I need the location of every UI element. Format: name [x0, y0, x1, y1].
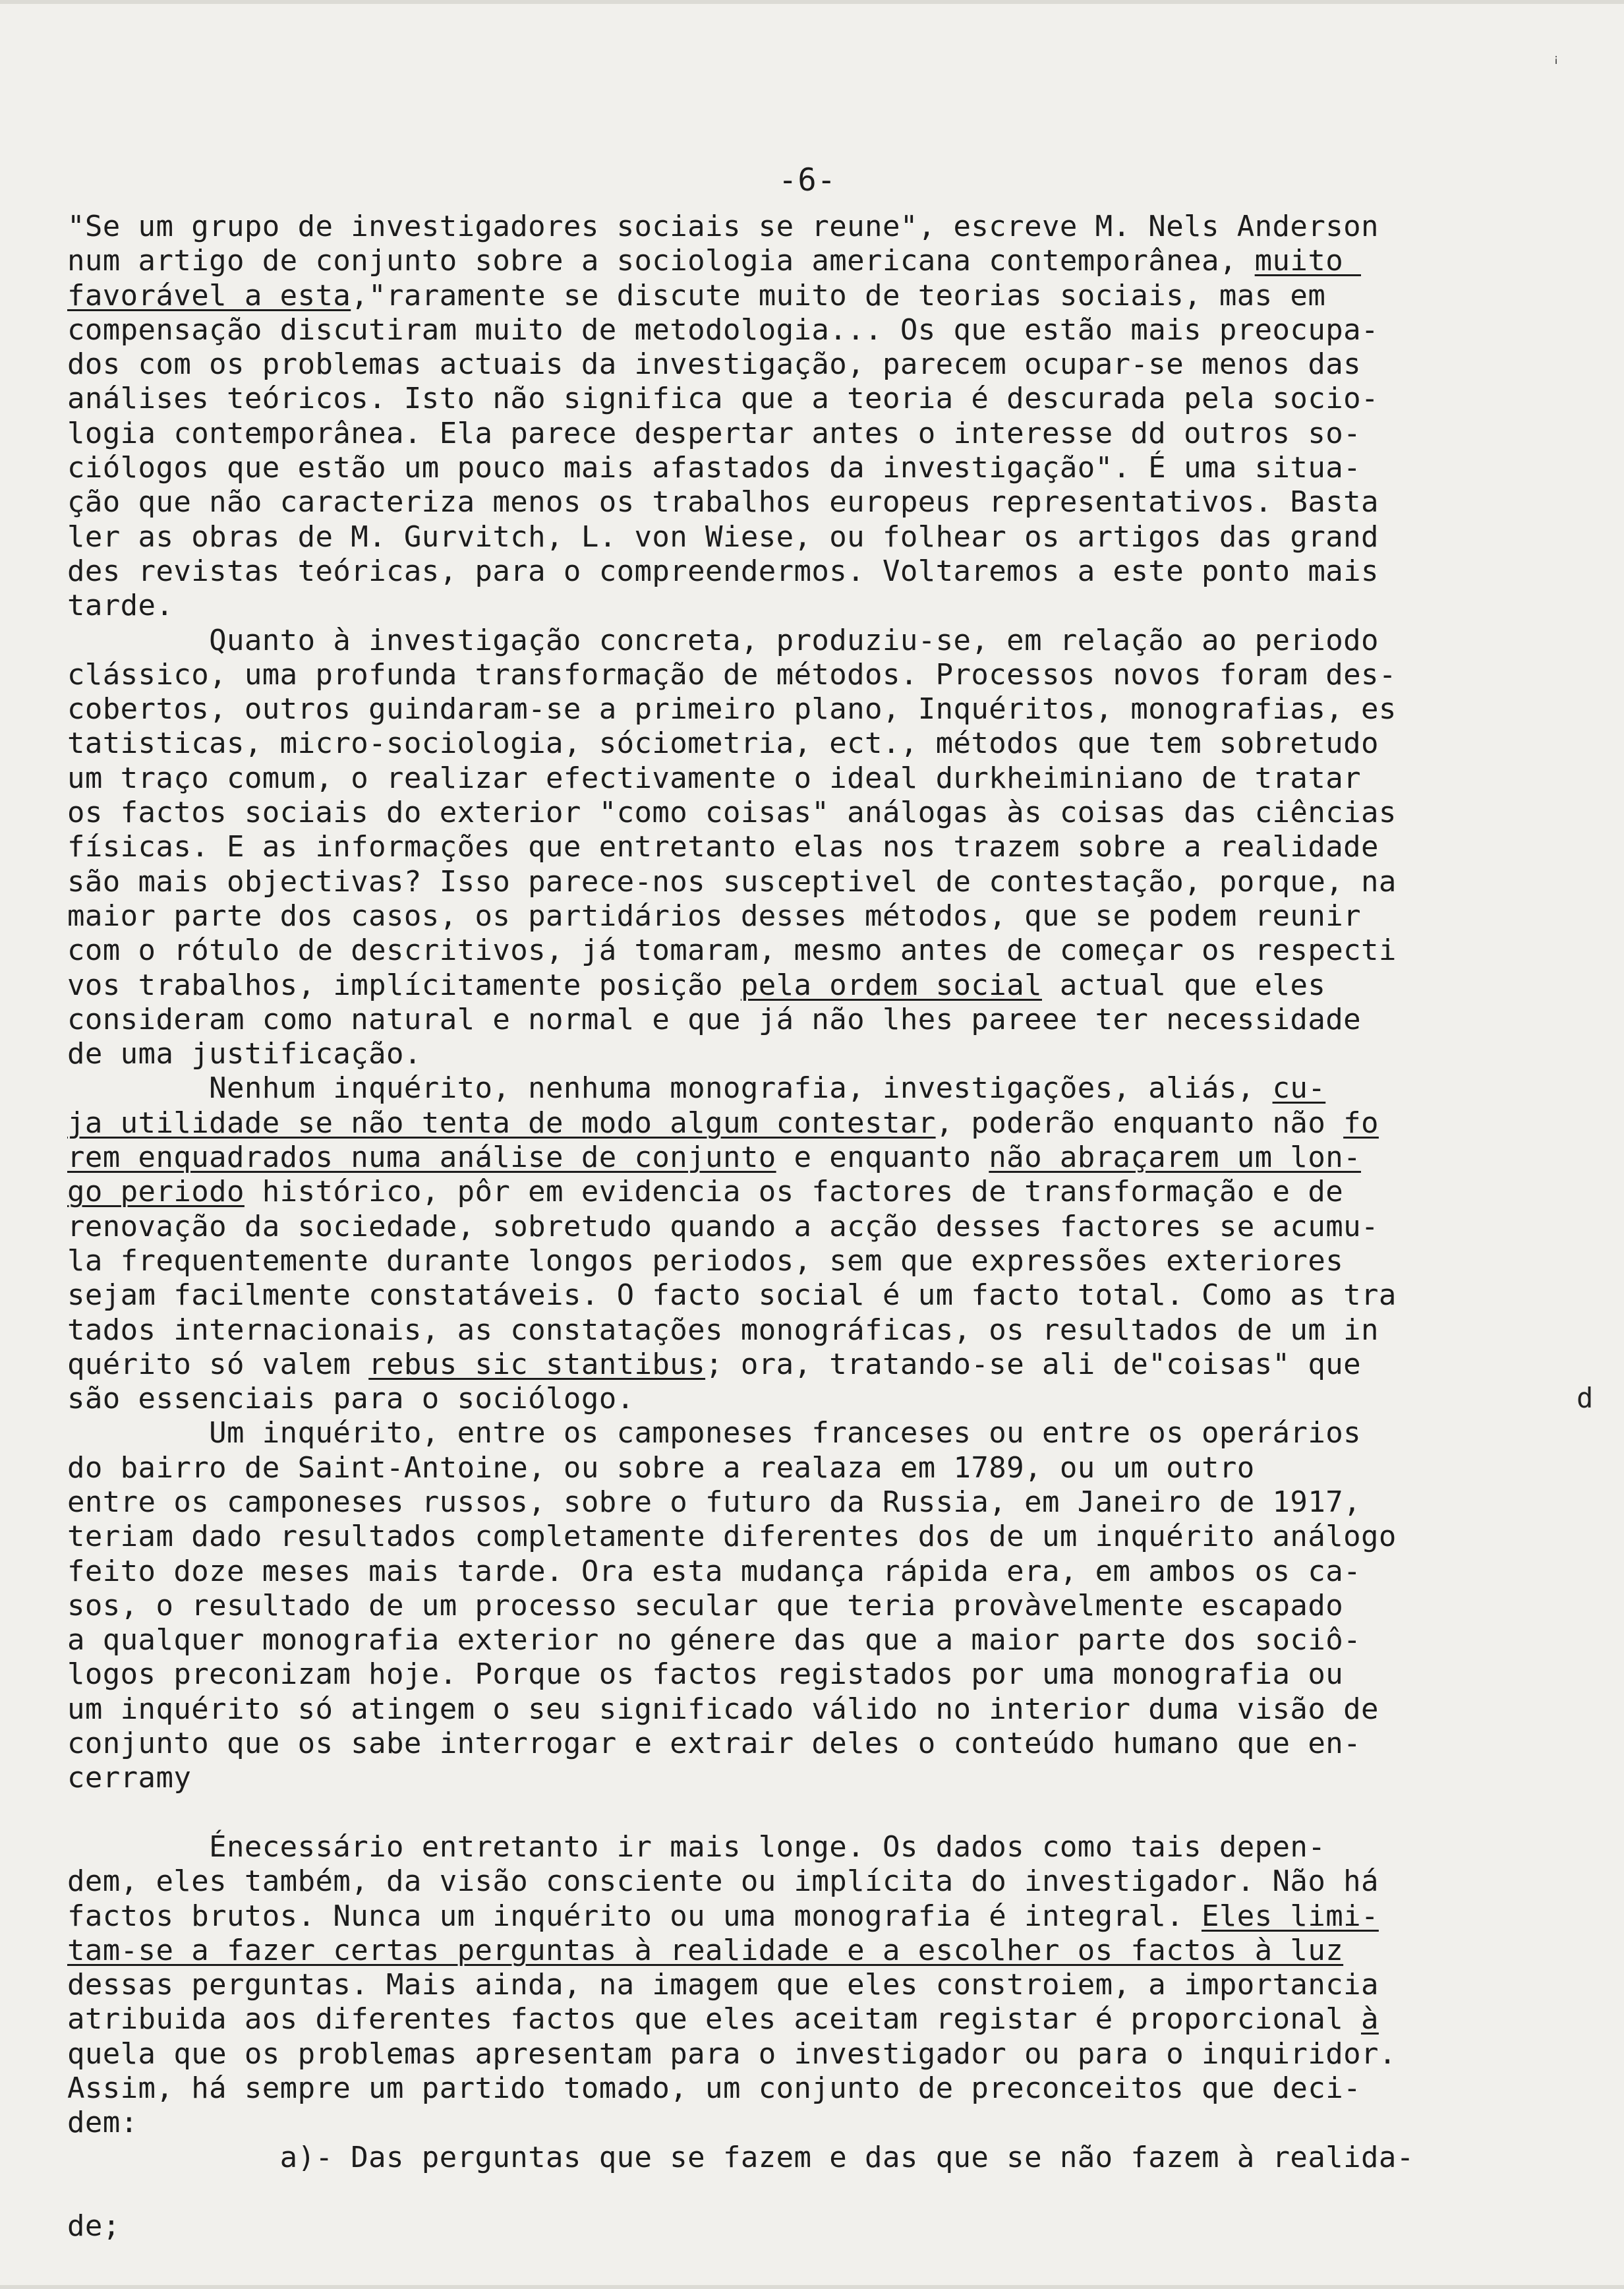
line-text: sos, o resultado de um processo secular que teria provàvelmente escapado	[67, 1588, 1344, 1622]
text-line	[67, 1864, 1583, 1899]
underlined-text: rem enquadrados numa análise de conjunto	[67, 1141, 776, 1175]
line-text: dem:	[67, 2106, 138, 2140]
underlined-text: rebus sic stantibus	[368, 1347, 706, 1381]
text-line	[67, 1416, 1583, 1450]
text-line	[67, 624, 1583, 658]
text-line	[67, 1934, 1583, 1968]
line-text: Énecessário entretanto ir mais longe. Os dados como tais depen-	[67, 1829, 1326, 1864]
text-line	[67, 554, 1583, 589]
text-line	[67, 485, 1583, 520]
text-line	[67, 1382, 1583, 1416]
line-text: logia contemporânea. Ela parece despertar antes o interesse dd outros so-	[67, 416, 1361, 450]
line-text: quérito só valem	[67, 1347, 369, 1381]
underlined-text: go periodo	[67, 1175, 245, 1209]
line-text: análises teóricos. Isto não significa que a teoria é descurada pela socio-	[67, 382, 1379, 416]
text-line	[67, 1313, 1583, 1348]
text-line	[67, 1692, 1583, 1727]
text-line	[67, 692, 1583, 727]
line-text: la frequentemente durante longos periodos, sem que expressões exteriores	[67, 1243, 1344, 1278]
text-line	[67, 2175, 1583, 2209]
text-line	[67, 865, 1583, 899]
underlined-text: muito	[1254, 244, 1361, 278]
line-text: quela que os problemas apresentam para o investigador ou para o inquiridor.	[67, 2036, 1397, 2071]
line-text: cerramy	[67, 1761, 192, 1795]
text-line	[67, 1485, 1583, 1520]
line-text: tados internacionais, as constatações monográficas, os resultados de um in	[67, 1313, 1379, 1347]
line-text: renovação da sociedade, sobretudo quando a acção desses factores se acumu-	[67, 1209, 1379, 1243]
text-line	[67, 520, 1583, 554]
text-line	[67, 2002, 1583, 2036]
text-line	[67, 934, 1583, 968]
line-text: num artigo de conjunto sobre a sociologia americana contemporânea,	[67, 244, 1255, 278]
line-text: e enquanto	[776, 1141, 989, 1175]
text-line	[67, 1348, 1583, 1382]
text-line	[67, 1830, 1583, 1864]
underlined-text: à	[1361, 2002, 1379, 2036]
body-text	[67, 210, 1583, 2244]
line-text: vos trabalhos, implícitamente posição	[67, 968, 741, 1002]
scan-bottom-edge	[0, 2285, 1624, 2289]
text-line	[67, 1037, 1583, 1071]
line-text: atribuida aos diferentes factos que eles aceitam registar é proporcional	[67, 2002, 1361, 2036]
text-line	[67, 347, 1583, 382]
text-line	[67, 1520, 1583, 1554]
line-text: feito doze meses mais tarde. Ora esta mudança rápida era, em ambos os ca-	[67, 1554, 1361, 1588]
line-text: sejam facilmente constatáveis. O facto social é um facto total. Como as tra	[67, 1278, 1397, 1313]
line-text: actual que eles	[1041, 968, 1326, 1002]
line-text: dessas perguntas. Mais ainda, na imagem que eles constroiem, a importancia	[67, 1968, 1379, 2002]
line-text: des revistas teóricas, para o compreendermos. Voltaremos a este ponto mais	[67, 554, 1379, 588]
underlined-text: tam-se a fazer certas perguntas à realidade e a escolher os factos à luz	[67, 1933, 1344, 1967]
line-text: tarde.	[67, 589, 174, 623]
line-text: cobertos, outros guindaram-se a primeiro plano, Inquéritos, monografias, es	[67, 692, 1397, 727]
text-line	[67, 2209, 1583, 2244]
text-line	[67, 1210, 1583, 1244]
line-text: Nenhum inquérito, nenhuma monografia, investigações, aliás,	[67, 1071, 1273, 1106]
text-line	[67, 1003, 1583, 1037]
line-text: Quanto à investigação concreta, produziu-se, em relação ao periodo	[67, 623, 1379, 657]
line-text: compensação discutiram muito de metodologia... Os que estão mais preocupa-	[67, 312, 1379, 347]
line-text: consideram como natural e normal e que já não lhes pareee ter necessidade	[67, 1002, 1361, 1036]
text-line	[67, 1657, 1583, 1692]
line-text: um inquérito só atingem o seu significado válido no interior duma visão de	[67, 1692, 1379, 1726]
text-line	[67, 2037, 1583, 2071]
text-line	[67, 1278, 1583, 1313]
text-line	[67, 313, 1583, 347]
text-line	[67, 727, 1583, 761]
scan-top-edge	[0, 0, 1624, 4]
underlined-text: cu-	[1272, 1071, 1326, 1106]
text-line	[67, 279, 1583, 313]
line-text: conjunto que os sabe interrogar e extrair deles o conteúdo humano que en-	[67, 1727, 1361, 1761]
text-line	[67, 210, 1583, 244]
text-line	[67, 761, 1583, 796]
text-line	[67, 1071, 1583, 1106]
text-line	[67, 968, 1583, 1003]
line-text: teriam dado resultados completamente diferentes dos de um inquérito análogo	[67, 1520, 1397, 1554]
underlined-text: pela ordem social	[740, 968, 1042, 1002]
text-line	[67, 1623, 1583, 1657]
line-text: físicas. E as informações que entretanto elas nos trazem sobre a realidade	[67, 830, 1379, 864]
text-line	[67, 2141, 1583, 2175]
line-text: maior parte dos casos, os partidários desses métodos, que se podem reunir	[67, 899, 1361, 933]
line-text: com o rótulo de descritivos, já tomaram, mesmo antes de começar os respecti	[67, 934, 1397, 968]
line-text: Assim, há sempre um partido tomado, um conjunto de preconceitos que deci-	[67, 2071, 1361, 2106]
text-line	[67, 1106, 1583, 1141]
line-text: Um inquérito, entre os camponeses franceses ou entre os operários	[67, 1416, 1361, 1450]
line-text: a)- Das perguntas que se fazem e das que se não fazem à realida-	[67, 2140, 1414, 2174]
text-line	[67, 1589, 1583, 1623]
line-text: histórico, pôr em evidencia os factores de transformação e de	[244, 1175, 1344, 1209]
line-text: entre os camponeses russos, sobre o futuro da Russia, em Janeiro de 1917,	[67, 1485, 1361, 1519]
text-line	[67, 1175, 1583, 1209]
underlined-text: fo	[1343, 1106, 1379, 1140]
underlined-text: Eles limi-	[1201, 1899, 1379, 1933]
line-text: tatisticas, micro-sociologia, sóciometria, ect., métodos que tem sobretudo	[67, 727, 1379, 761]
text-line	[67, 1761, 1583, 1795]
line-text: ; ora, tratando-se ali de"coisas" que	[705, 1347, 1362, 1381]
line-text: os factos sociais do exterior "como coisas" análogas às coisas das ciências	[67, 796, 1397, 830]
line-text: são essenciais para o sociólogo.	[67, 1382, 635, 1416]
line-text: um traço comum, o realizar efectivamente o ideal durkheiminiano de tratar	[67, 761, 1361, 795]
text-line	[67, 589, 1583, 623]
text-line	[67, 244, 1583, 278]
line-text: do bairro de Saint-Antoine, ou sobre a realaza em 1789, ou um outro	[67, 1450, 1255, 1485]
line-text: dem, eles também, da visão consciente ou implícita do investigador. Não há	[67, 1864, 1379, 1899]
line-text: clássico, uma profunda transformação de métodos. Processos novos foram des-	[67, 657, 1397, 692]
text-line	[67, 2071, 1583, 2106]
line-text: factos brutos. Nunca um inquérito ou uma monografia é integral.	[67, 1899, 1202, 1933]
underlined-text: não abraçarem um lon-	[989, 1141, 1361, 1175]
text-line	[67, 1451, 1583, 1485]
text-line	[67, 382, 1583, 416]
line-text: ção que não caracteriza menos os trabalhos europeus representativos. Basta	[67, 485, 1379, 520]
text-line	[67, 1244, 1583, 1278]
text-line	[67, 1899, 1583, 1934]
text-line	[67, 451, 1583, 485]
line-text: de;	[67, 2209, 121, 2244]
underlined-text: favorável a esta	[67, 278, 351, 312]
corner-mark: ꜟ	[1550, 46, 1563, 69]
text-line	[67, 796, 1583, 830]
text-line	[67, 830, 1583, 864]
line-text: ler as obras de M. Gurvitch, L. von Wiese, ou folhear os artigos das grand	[67, 520, 1379, 554]
underlined-text: ja utilidade se não tenta de modo algum contestar	[67, 1106, 936, 1140]
line-text: logos preconizam hoje. Porque os factos registados por uma monografia ou	[67, 1657, 1344, 1692]
text-line	[67, 1727, 1583, 1761]
line-text: "Se um grupo de investigadores sociais se reune", escreve M. Nels Anderson	[67, 210, 1379, 243]
text-line	[67, 1555, 1583, 1589]
text-line	[67, 1796, 1583, 1830]
text-line	[67, 417, 1583, 451]
line-text: são mais objectivas? Isso parece-nos susceptivel de contestação, porque, na	[67, 864, 1397, 899]
line-text: ciólogos que estão um pouco mais afastados da investigação". É uma situa-	[67, 451, 1361, 485]
text-line	[67, 2106, 1583, 2140]
page-number: -6-	[778, 162, 836, 198]
text-line	[67, 1141, 1583, 1175]
line-text: dos com os problemas actuais da investigação, parecem ocupar-se menos das	[67, 347, 1361, 382]
line-text: ,"raramente se discute muito de teorias sociais, mas em	[351, 278, 1326, 312]
margin-note: d	[1577, 1382, 1594, 1414]
text-line	[67, 899, 1583, 934]
line-text: , poderão enquanto não	[935, 1106, 1344, 1140]
text-line	[67, 658, 1583, 692]
line-text: a qualquer monografia exterior no génere das que a maior parte dos sociô-	[67, 1623, 1361, 1657]
text-line	[67, 1968, 1583, 2002]
line-text: de uma justificação.	[67, 1037, 422, 1071]
